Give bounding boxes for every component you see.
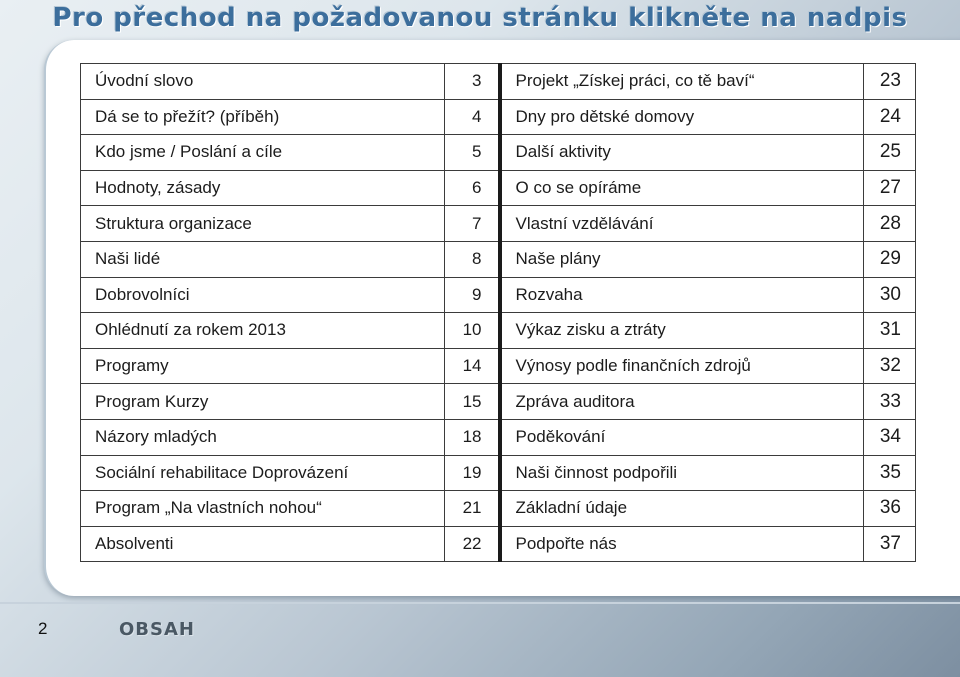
toc-row	[81, 170, 916, 206]
toc-entry-title[interactable]: Úvodní slovo	[81, 64, 445, 100]
toc-entry-page[interactable]: 34	[864, 419, 916, 455]
toc-row	[81, 455, 916, 491]
toc-row	[81, 135, 916, 171]
toc-entry-title[interactable]: Struktura organizace	[81, 206, 445, 242]
toc-entry-page[interactable]: 25	[864, 135, 916, 171]
toc-row	[81, 64, 916, 100]
toc-entry-page[interactable]: 9	[445, 277, 500, 313]
toc-row	[81, 348, 916, 384]
toc-entry-title[interactable]: Další aktivity	[500, 135, 864, 171]
toc-entry-page[interactable]: 22	[445, 526, 500, 562]
toc-entry-page[interactable]: 27	[864, 170, 916, 206]
toc-entry-page[interactable]: 4	[445, 99, 500, 135]
toc-entry-page[interactable]: 33	[864, 384, 916, 420]
toc-entry-page[interactable]: 36	[864, 491, 916, 527]
toc-entry-title[interactable]: Naši činnost podpořili	[500, 455, 864, 491]
toc-entry-page[interactable]: 24	[864, 99, 916, 135]
toc-entry-title[interactable]: Sociální rehabilitace Doprovázení	[81, 455, 445, 491]
toc-entry-page[interactable]: 31	[864, 313, 916, 349]
toc-body	[81, 64, 916, 562]
toc-entry-title[interactable]: Kdo jsme / Poslání a cíle	[81, 135, 445, 171]
toc-entry-page[interactable]: 37	[864, 526, 916, 562]
toc-entry-title[interactable]: O co se opíráme	[500, 170, 864, 206]
toc-entry-title[interactable]: Programy	[81, 348, 445, 384]
toc-entry-page[interactable]: 18	[445, 419, 500, 455]
toc-entry-page[interactable]: 19	[445, 455, 500, 491]
toc-entry-title[interactable]: Rozvaha	[500, 277, 864, 313]
toc-entry-title[interactable]: Hodnoty, zásady	[81, 170, 445, 206]
toc-row	[81, 241, 916, 277]
table-of-contents	[80, 63, 916, 562]
toc-entry-page[interactable]: 29	[864, 241, 916, 277]
toc-row	[81, 419, 916, 455]
toc-entry-page[interactable]: 3	[445, 64, 500, 100]
section-label: OBSAH	[119, 619, 195, 640]
toc-entry-page[interactable]: 15	[445, 384, 500, 420]
toc-entry-page[interactable]: 28	[864, 206, 916, 242]
toc-entry-title[interactable]: Vlastní vzdělávání	[500, 206, 864, 242]
toc-row	[81, 384, 916, 420]
toc-entry-title[interactable]: Výnosy podle finančních zdrojů	[500, 348, 864, 384]
toc-entry-title[interactable]: Naši lidé	[81, 241, 445, 277]
toc-entry-title[interactable]: Výkaz zisku a ztráty	[500, 313, 864, 349]
toc-row	[81, 206, 916, 242]
toc-entry-title[interactable]: Zpráva auditora	[500, 384, 864, 420]
toc-row	[81, 277, 916, 313]
toc-entry-title[interactable]: Základní údaje	[500, 491, 864, 527]
toc-entry-page[interactable]: 6	[445, 170, 500, 206]
toc-entry-title[interactable]: Projekt „Získej práci, co tě baví“	[500, 64, 864, 100]
toc-row	[81, 313, 916, 349]
footer-divider	[0, 602, 960, 604]
toc-entry-title[interactable]: Poděkování	[500, 419, 864, 455]
toc-row	[81, 99, 916, 135]
toc-entry-title[interactable]: Program „Na vlastních nohou“	[81, 491, 445, 527]
toc-entry-page[interactable]: 30	[864, 277, 916, 313]
toc-entry-page[interactable]: 32	[864, 348, 916, 384]
toc-entry-title[interactable]: Názory mladých	[81, 419, 445, 455]
toc-entry-page[interactable]: 21	[445, 491, 500, 527]
toc-entry-title[interactable]: Dá se to přežít? (příběh)	[81, 99, 445, 135]
toc-entry-page[interactable]: 14	[445, 348, 500, 384]
toc-entry-page[interactable]: 5	[445, 135, 500, 171]
toc-entry-page[interactable]: 8	[445, 241, 500, 277]
toc-entry-title[interactable]: Dny pro dětské domovy	[500, 99, 864, 135]
toc-row	[81, 526, 916, 562]
page-heading: Pro přechod na požadovanou stránku klikněte na nadpis	[52, 3, 908, 33]
toc-entry-title[interactable]: Ohlédnutí za rokem 2013	[81, 313, 445, 349]
toc-entry-title[interactable]: Podpořte nás	[500, 526, 864, 562]
toc-entry-title[interactable]: Absolventi	[81, 526, 445, 562]
toc-row	[81, 491, 916, 527]
toc-entry-title[interactable]: Naše plány	[500, 241, 864, 277]
toc-entry-page[interactable]: 23	[864, 64, 916, 100]
toc-entry-page[interactable]: 7	[445, 206, 500, 242]
toc-entry-page[interactable]: 10	[445, 313, 500, 349]
toc-entry-page[interactable]: 35	[864, 455, 916, 491]
toc-entry-title[interactable]: Dobrovolníci	[81, 277, 445, 313]
page-number: 2	[38, 619, 48, 638]
toc-entry-title[interactable]: Program Kurzy	[81, 384, 445, 420]
